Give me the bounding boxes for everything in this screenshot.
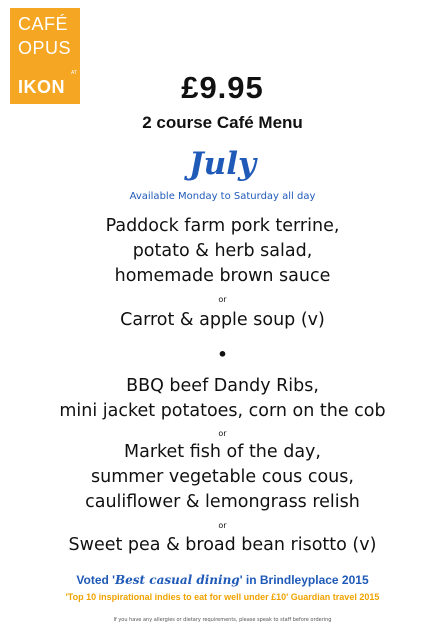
logo-line-ikon: IKON <box>18 77 65 97</box>
logo-at: AT <box>71 70 78 76</box>
main-2-line-3: cauliflower & lemongrass relish <box>85 492 360 512</box>
main-3: Sweet pea & broad bean risotto (v) <box>68 535 377 555</box>
voted-suffix: ' in Brindleyplace 2015 <box>239 573 369 587</box>
guardian-quote: 'Top 10 inspirational indies to eat for well under £10' Guardian travel 2015 <box>65 592 380 602</box>
menu-price: £9.95 <box>181 70 264 105</box>
main-1-line-2: mini jacket potatoes, corn on the cob <box>59 401 386 421</box>
or-separator-3: or <box>218 521 227 530</box>
voted-emphasis: Best casual dining <box>115 573 240 587</box>
main-2-line-2: summer vegetable cous cous, <box>91 467 354 487</box>
allergy-note: If you have any allergies or dietary requirements, please speak to staff before ordering <box>113 617 332 623</box>
menu-subtitle: 2 course Café Menu <box>142 113 303 132</box>
starter-1-line-2: potato & herb salad, <box>132 241 313 261</box>
voted-prefix: Voted ' <box>76 573 116 587</box>
course-divider: • <box>217 345 228 364</box>
main-1-line-1: BBQ beef Dandy Ribs, <box>126 376 319 396</box>
logo-line-cafe: CAFÉ <box>18 14 69 34</box>
starter-2: Carrot & apple soup (v) <box>120 310 325 330</box>
availability-text: Available Monday to Saturday all day <box>129 191 316 202</box>
or-separator-2: or <box>218 429 227 438</box>
menu-month: July <box>189 146 256 182</box>
starter-1-line-1: Paddock farm pork terrine, <box>105 216 340 236</box>
voted-award-line <box>0 573 445 587</box>
main-2-line-1: Market fish of the day, <box>124 442 321 462</box>
or-separator-1: or <box>218 295 227 304</box>
starter-1-line-3: homemade brown sauce <box>114 266 331 286</box>
logo-line-opus: OPUS <box>18 38 72 58</box>
